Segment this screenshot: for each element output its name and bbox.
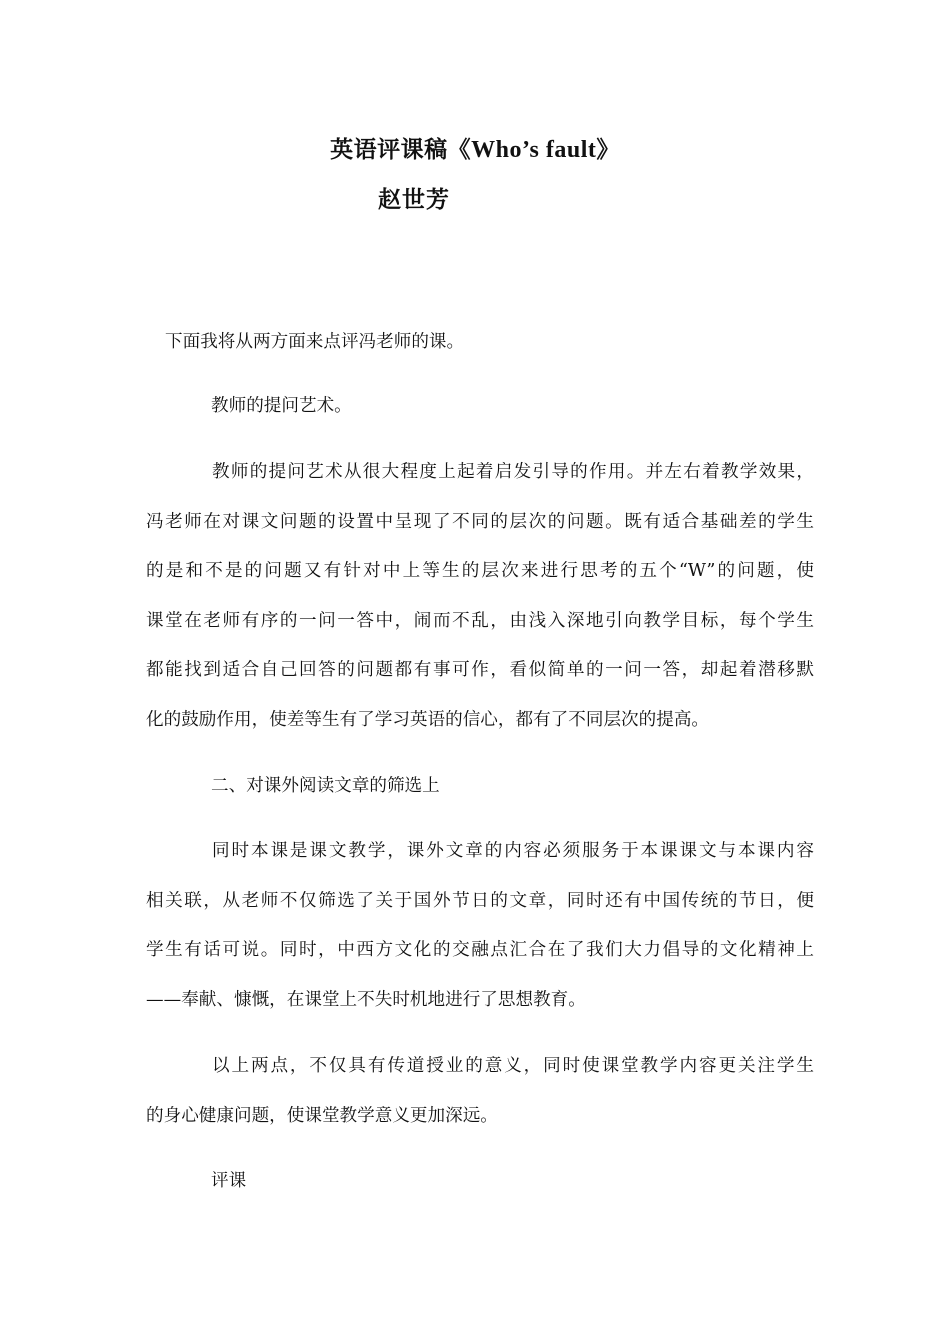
- document-author: 赵世芳: [378, 186, 450, 213]
- paragraph-line: 相关联，从老师不仅筛选了关于国外节日的文章，同时还有中国传统的节日，便: [146, 890, 814, 911]
- paragraph-line: 课堂在老师有序的一问一答中，闹而不乱，由浅入深地引向教学目标，每个学生: [146, 610, 814, 631]
- paragraph-line: 都能找到适合自己回答的问题都有事可作，看似简单的一问一答，却起着潜移默: [146, 660, 814, 680]
- title-latin: Who’s fault: [471, 137, 597, 163]
- paragraph-line: 冯老师在对课文问题的设置中呈现了不同的层次的问题。既有适合基础差的学生: [146, 511, 814, 532]
- section-3-paragraph: [146, 1042, 814, 1141]
- title-chinese: 英语评课稿《: [330, 136, 472, 163]
- section-3-heading: 评课: [211, 1171, 247, 1191]
- section-1-heading: 教师的提问艺术。: [211, 396, 352, 416]
- paragraph-line: 以上两点，不仅具有传道授业的意义，同时使课堂教学内容更关注学生: [212, 1056, 814, 1076]
- intro-paragraph: 下面我将从两方面来点评冯老师的课。: [165, 332, 465, 352]
- paragraph-line: ——奉献、慷慨，在课堂上不失时机地进行了思想教育。: [146, 989, 586, 1010]
- paragraph-line: 化的鼓励作用，使差等生有了学习英语的信心，都有了不同层次的提高。: [146, 709, 710, 730]
- section-2-heading: 二、对课外阅读文章的筛选上: [211, 776, 440, 796]
- paragraph-line: 学生有话可说。同时，中西方文化的交融点汇合在了我们大力倡导的文化精神上: [146, 940, 814, 960]
- paragraph-line: 的身心健康问题，使课堂教学意义更加深远。: [146, 1105, 498, 1126]
- paragraph-line: 教师的提问艺术从很大程度上起着启发引导的作用。并左右着教学效果，: [212, 462, 814, 482]
- section-1-paragraph: [146, 448, 814, 745]
- paragraph-line: 同时本课是课文教学，课外文章的内容必须服务于本课课文与本课内容: [212, 841, 814, 861]
- paragraph-line: 的是和不是的问题又有针对中上等生的层次来进行思考的五个“W”的问题，使: [146, 561, 814, 581]
- title-close-bracket: 》: [596, 136, 620, 163]
- section-2-paragraph: [146, 827, 814, 1025]
- document-title: [0, 132, 950, 168]
